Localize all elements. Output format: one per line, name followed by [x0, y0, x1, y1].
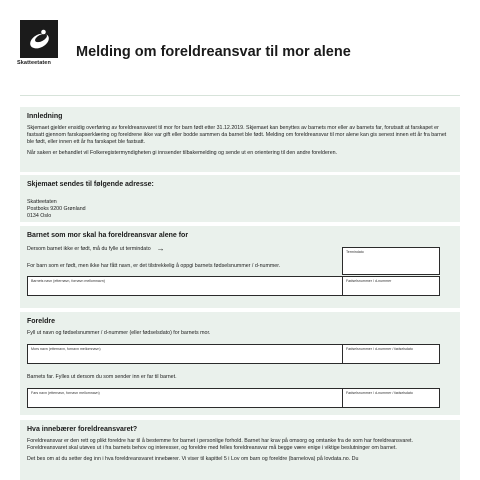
child-heading: Barnet som mor skal ha foreldreansvar alene for [27, 232, 189, 239]
intro-paragraph-1: Skjemaet gjelder ensidig overføring av foreldreansvaret til mor for barn født etter 31.12.2019. Skjemaet kan benyttes av barnets mor eller av barnets far, forutsatt at farskapet er fastsatt gjennom farskapserklæring og foreldrene ikke var gift eller bodde sammen da barnet ble født. Melding om foreldreansvar til mor alene kan gis senest innen ett år fra barnet ble født, eller innen ett år fra farskapet ble fastsatt. [27, 125, 447, 145]
logo-wordmark: Skatteetaten [17, 60, 51, 66]
parents-heading: Foreldre [27, 318, 56, 325]
responsibility-paragraph-2: Det bes om at du setter deg inn i hva foreldreansvaret innebærer. Vi viser til kapittel 5 i Lov om barn og foreldre (barnelova) på lovdata.no. Du [27, 456, 359, 462]
header-divider [20, 95, 460, 96]
address-line: Postboks 9200 Grønland [27, 206, 86, 212]
intro-section [20, 107, 460, 172]
parents-section [20, 312, 460, 415]
field-divider [342, 389, 343, 407]
skatteetaten-logo [20, 20, 58, 58]
child-section [20, 226, 460, 308]
mother-intro: Fyll ut navn og fødselsnummer / d-nummer (eller fødselsdato) for barnets mor. [27, 330, 211, 336]
due-date-label: Termindato [346, 250, 364, 254]
father-field[interactable] [27, 388, 440, 408]
logo-mark-icon [20, 20, 58, 58]
father-name-label: Fars navn (etternavn, fornavn mellomnavn) [31, 391, 100, 395]
child-name-id-field[interactable] [27, 276, 440, 296]
responsibility-section [20, 420, 460, 480]
unborn-text: Dersom barnet ikke er født, må du fylle ut termindato [27, 246, 151, 252]
address-line: Skatteetaten [27, 199, 57, 205]
mother-name-label: Mors navn (etternavn, fornavn mellomnavn) [31, 347, 101, 351]
responsibility-paragraph-1: Foreldreansvar er den rett og plikt foreldre har til å bestemme for barnet i personlige forhold. Barnet har krav på omsorg og omtanke fra de som har foreldreansvaret. Foreldreansvaret skal utøves ut i fra barnets behov og interesser, og foreldre med felles foreldreansvar må begge være enige i viktige beslutninger om barnet. [27, 438, 413, 451]
intro-heading: Innledning [27, 113, 63, 120]
responsibility-heading: Hva innebærer foreldreansvaret? [27, 426, 138, 433]
address-heading: Skjemaet sendes til følgende adresse: [27, 181, 154, 188]
father-intro: Barnets far. Fylles ut dersom du som sender inn er far til barnet. [27, 374, 177, 380]
arrow-right-icon: → [156, 244, 165, 253]
page-title: Melding om foreldreansvar til mor alene [76, 44, 351, 60]
address-line: 0134 Oslo [27, 213, 52, 219]
mother-id-label: Fødselsnummer / d-nummer / fødselsdato [346, 347, 413, 351]
address-section [20, 175, 460, 222]
mother-field[interactable] [27, 344, 440, 364]
intro-paragraph-2: Når saken er behandlet vil Folkeregistermyndigheten gi innsender tilbakemelding og sende ut en orientering til den andre forelderen. [27, 150, 338, 156]
field-divider [342, 345, 343, 363]
child-name-label: Barnets navn (etternavn, fornavn mellomnavn) [31, 279, 105, 283]
child-id-label: Fødselsnummer / d-nummer [346, 279, 392, 283]
born-text: For barn som er født, men ikke har fått navn, er det tilstrekkelig å oppgi barnets fødselsnummer / d-nummer. [27, 263, 281, 269]
field-divider [342, 277, 343, 295]
unborn-instruction [27, 246, 165, 252]
due-date-field[interactable] [342, 247, 440, 275]
father-id-label: Fødselsnummer / d-nummer / fødselsdato [346, 391, 413, 395]
